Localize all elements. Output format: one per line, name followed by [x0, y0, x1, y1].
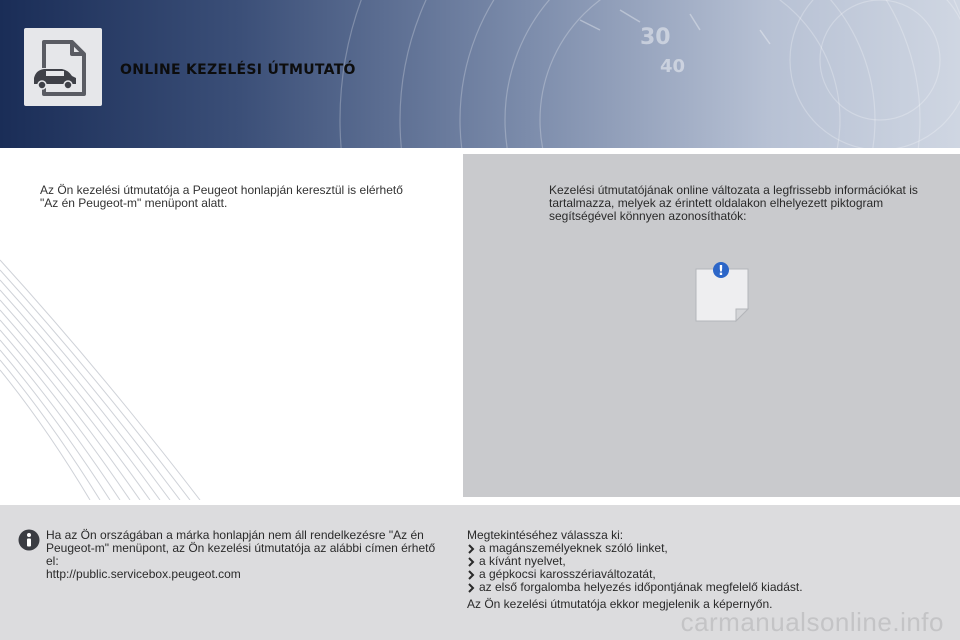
online-version-text: Kezelési útmutatójának online változata a legfrissebb információkat is tartalmazza, melyek az érintett oldalakon elhelyezett piktogram segítségével könnyen azonosíthatók:: [549, 183, 918, 223]
instructions: [467, 529, 947, 611]
chevron-right-icon: [467, 543, 475, 555]
instructions-list: [467, 542, 947, 594]
online-version-panel: [463, 154, 960, 497]
chevron-right-icon: [467, 569, 475, 581]
list-item: [467, 581, 947, 594]
info-icon: [18, 529, 40, 551]
speedo-label-40: 40: [660, 56, 686, 77]
update-note-icon: [693, 259, 753, 325]
update-note-badge: !: [718, 264, 724, 279]
instructions-intro: Megtekintéséhez válassza ki:: [467, 528, 624, 542]
intro-text: Az Ön kezelési útmutatója a Peugeot honlapján keresztül is elérhető "Az én Peugeot-m" menüpont alatt.: [40, 183, 403, 210]
chevron-right-icon: [467, 582, 475, 594]
list-item-text: a kívánt nyelvet,: [479, 554, 566, 568]
fallback-info: [46, 529, 446, 581]
header-banner: [0, 0, 960, 148]
decorative-lines: [0, 250, 220, 500]
speedo-label-30: 30: [640, 25, 671, 50]
servicebox-url[interactable]: http://public.servicebox.peugeot.com: [46, 567, 241, 581]
page-title: ONLINE KEZELÉSI ÚTMUTATÓ: [120, 62, 356, 78]
fallback-text: Ha az Ön országában a márka honlapján nem áll rendelkezésre "Az én Peugeot-m" menüpont, az Ön kezelési útmutatója az alábbi címen érhető el:: [46, 528, 436, 568]
list-item-text: a gépkocsi karosszériaváltozatát,: [479, 567, 656, 581]
instructions-closing: Az Ön kezelési útmutatója ekkor megjelenik a képernyőn.: [467, 597, 773, 611]
list-item-text: a magánszemélyeknek szóló linket,: [479, 541, 668, 555]
chevron-right-icon: [467, 556, 475, 568]
manual-car-icon: [24, 28, 102, 106]
watermark: carmanualsonline.info: [680, 607, 944, 637]
list-item-text: az első forgalomba helyezés időpontjának megfelelő kiadást.: [479, 580, 803, 594]
bottom-info-band: [0, 505, 960, 640]
